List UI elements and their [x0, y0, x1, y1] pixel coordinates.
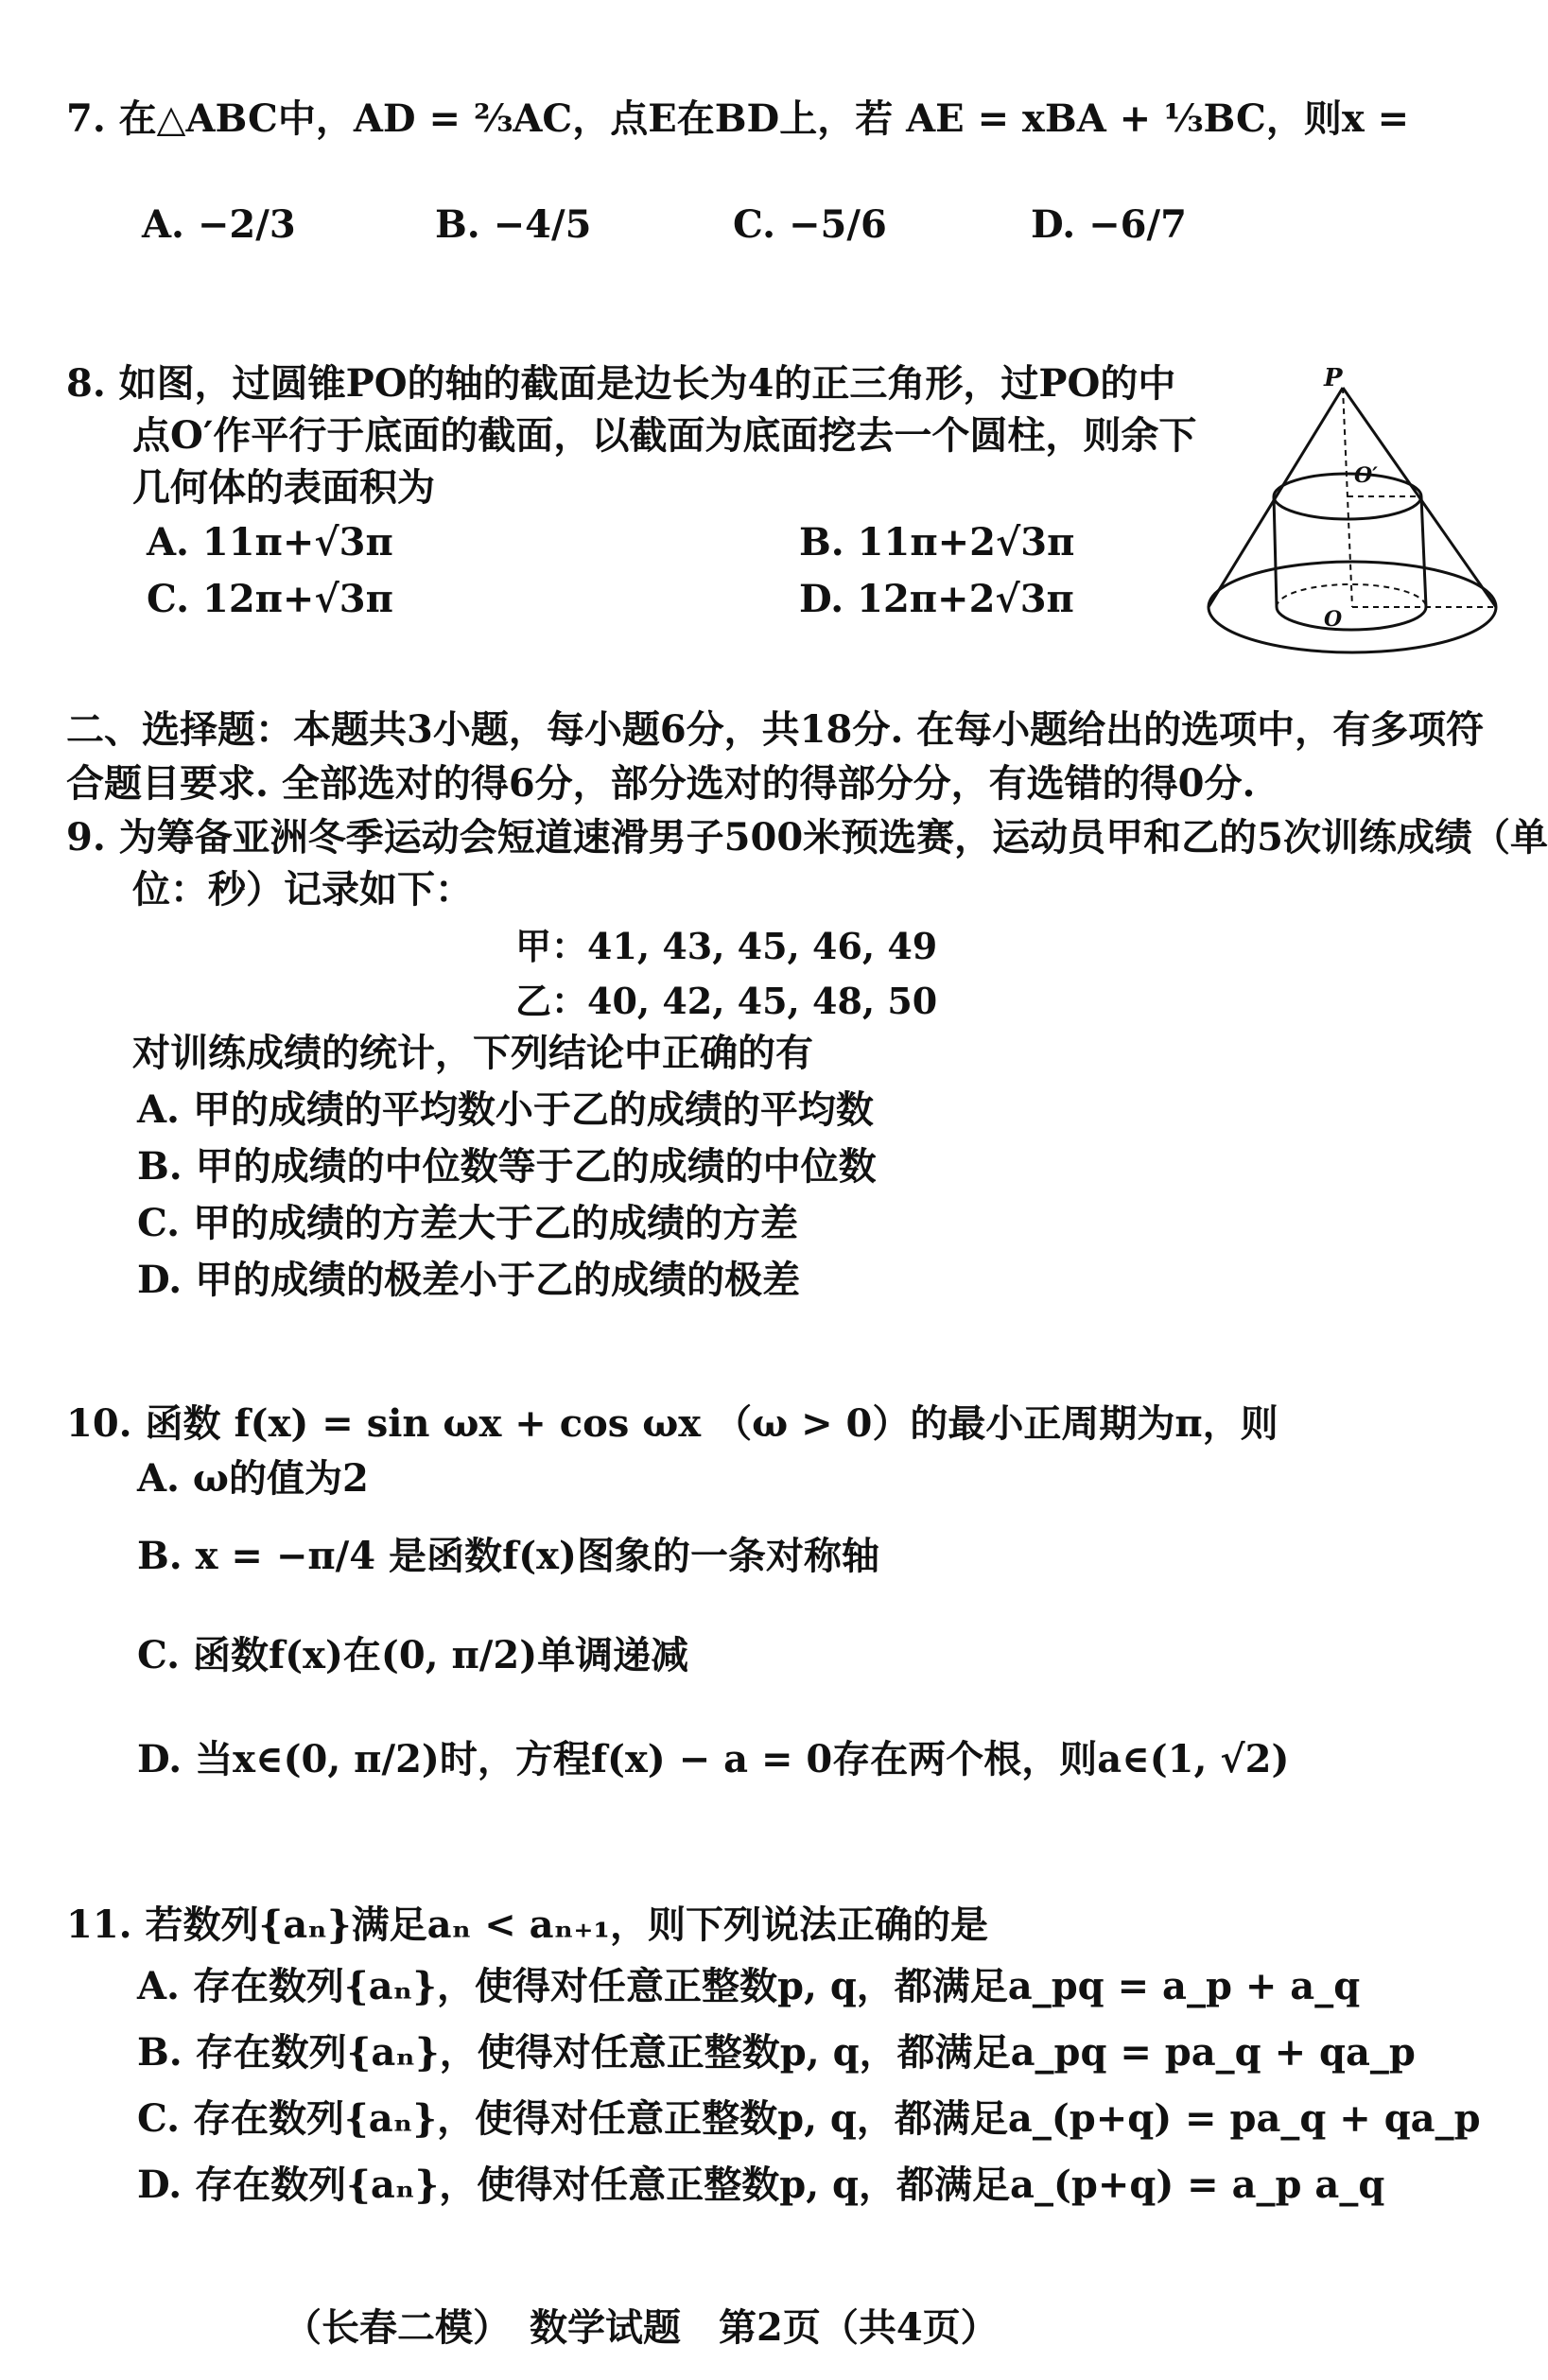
q8-stem-line2: 点O′作平行于底面的截面，以截面为底面挖去一个圆柱，则余下 [132, 413, 1197, 458]
q8-option-d: D. 12π+2√3π [799, 577, 1074, 621]
q10-stem: 10. 函数 f(x) = sin ωx + cos ωx （ω > 0）的最小正周期为π，则 [66, 1401, 1278, 1446]
q9-prompt: 对训练成绩的统计，下列结论中正确的有 [132, 1031, 813, 1075]
q9-option-a: A. 甲的成绩的平均数小于乙的成绩的平均数 [137, 1087, 874, 1132]
q11-stem: 11. 若数列{aₙ}满足aₙ < aₙ₊₁，则下列说法正确的是 [66, 1902, 988, 1947]
q9-option-b: B. 甲的成绩的中位数等于乙的成绩的中位数 [137, 1144, 877, 1189]
label-o-prime: O′ [1354, 463, 1378, 488]
q8-stem-line3: 几何体的表面积为 [132, 465, 435, 510]
cylinder-bottom-front [1277, 607, 1426, 630]
q8-option-c: C. 12π+√3π [147, 577, 393, 621]
q9-option-c: C. 甲的成绩的方差大于乙的成绩的方差 [137, 1201, 798, 1245]
q7-stem: 7. 在△ABC中，AD = ⅔AC，点E在BD上，若 AE = xBA + ⅓BC，则x = [66, 96, 1410, 141]
cone-cylinder-figure [1201, 359, 1522, 681]
q11-option-c: C. 存在数列{aₙ}，使得对任意正整数p, q，都满足a_(p+q) = pa_q + qa_p [137, 2096, 1481, 2141]
q7-option-a: A. −2/3 [142, 202, 296, 247]
q7-option-b: B. −4/5 [435, 202, 592, 247]
q9-data-jia: 甲：41, 43, 45, 46, 49 [515, 925, 938, 967]
q9-data-yi: 乙：40, 42, 45, 48, 50 [515, 980, 938, 1022]
q9-option-d: D. 甲的成绩的极差小于乙的成绩的极差 [137, 1258, 801, 1302]
q8-option-a: A. 11π+√3π [147, 520, 393, 565]
cylinder-right-side [1421, 496, 1426, 607]
q7-option-c: C. −5/6 [733, 202, 887, 247]
q11-option-b: B. 存在数列{aₙ}，使得对任意正整数p, q，都满足a_pq = pa_q + qa_p [137, 2030, 1416, 2075]
q10-option-b: B. x = −π/4 是函数f(x)图象的一条对称轴 [137, 1534, 879, 1578]
q10-option-d: D. 当x∈(0, π/2)时，方程f(x) − a = 0存在两个根，则a∈(1, √2) [137, 1737, 1290, 1781]
q8-stem-line1: 8. 如图，过圆锥PO的轴的截面是边长为4的正三角形，过PO的中 [66, 361, 1176, 406]
q11-option-a: A. 存在数列{aₙ}，使得对任意正整数p, q，都满足a_pq = a_p + a_q [137, 1964, 1361, 2008]
cylinder-left-side [1274, 496, 1277, 607]
q11-option-d: D. 存在数列{aₙ}，使得对任意正整数p, q，都满足a_(p+q) = a_p a_q [137, 2163, 1385, 2207]
q9-stem-line2: 位：秒）记录如下： [132, 867, 473, 912]
q10-option-a: A. ω的值为2 [137, 1456, 369, 1501]
q10-option-c: C. 函数f(x)在(0, π/2)单调递减 [137, 1633, 689, 1677]
label-o: O [1324, 607, 1343, 632]
q9-stem-line1: 9. 为筹备亚洲冬季运动会短道速滑男子500米预选赛，运动员甲和乙的5次训练成绩（单 [66, 815, 1548, 860]
q8-option-b: B. 11π+2√3π [799, 520, 1075, 565]
q7-option-d: D. −6/7 [1031, 202, 1187, 247]
section2-header-line2: 合题目要求. 全部选对的得6分，部分选对的得部分分，有选错的得0分. [66, 761, 1256, 806]
page-footer: （长春二模） 数学试题 第2页（共4页） [284, 2305, 999, 2350]
section2-header-line1: 二、选择题：本题共3小题，每小题6分，共18分. 在每小题给出的选项中，有多项符 [66, 707, 1485, 752]
label-p: P [1324, 364, 1343, 392]
cone-right-edge [1343, 388, 1496, 607]
